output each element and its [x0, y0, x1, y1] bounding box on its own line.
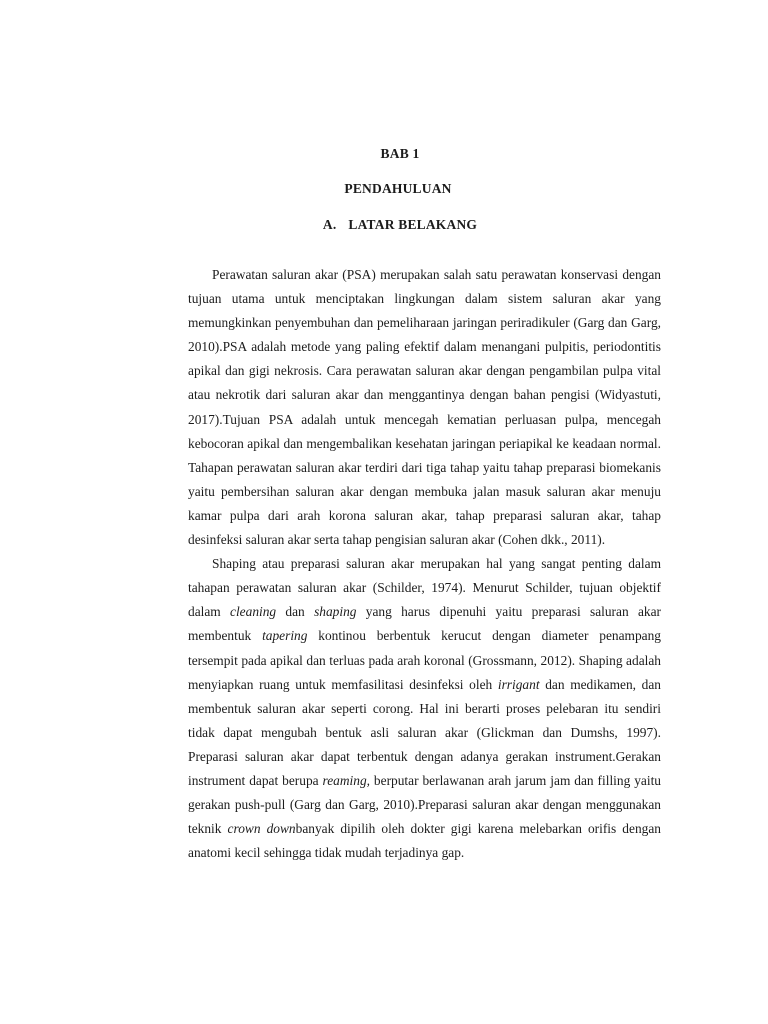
chapter-title: [14, 181, 768, 197]
paragraph-2-text: dan: [276, 604, 315, 620]
paragraph-2-text: Shaping atau preparasi saluran akar merupakan hal yang sangat penting dalam tahapan perawatan saluran akar (Schilder, 1974). Menurut Schilder, tujuan objektif dalam: [188, 556, 661, 620]
body-text: [188, 263, 661, 865]
italic-term: crown down: [227, 821, 296, 837]
italic-term: cleaning: [230, 604, 277, 620]
section-heading: [16, 217, 768, 233]
paragraph-2-text: kontinou berbentuk kerucut dengan diameter penampang tersempit pada apikal dan terluas pada arah koronal (Grossmann, 2012). Shaping adalah menyiapkan ruang untuk memfasilitasi desinfeksi oleh: [188, 628, 661, 692]
section-number: A.: [322, 217, 337, 232]
italic-term: tapering: [262, 628, 308, 644]
chapter-title-text: PENDAHULUAN: [344, 181, 452, 196]
italic-term: irrigant: [497, 676, 540, 692]
paragraph-2-text: berputar berlawanan arah jarum jam dan filling yaitu gerakan push-pull (Garg dan Garg, 2010).Preparasi saluran akar dengan menggunakan teknik: [188, 772, 662, 837]
paragraph-2-text: dan medikamen, dan membentuk saluran akar seperti corong. Hal ini berarti proses pelebaran itu sendiri tidak dapat mengubah bentuk asli saluran akar (Glickman dan Dumshs, 1997). Preparasi saluran akar dapat terbentuk dengan adanya gerakan instrument.Gerakan instrument dapat berupa: [188, 676, 662, 788]
section-title: LATAR BELAKANG: [348, 217, 478, 232]
chapter-heading: [16, 146, 768, 162]
chapter-label: BAB 1: [380, 146, 420, 161]
italic-term: shaping: [314, 604, 357, 620]
paragraph-2-text: yang harus dipenuhi yaitu preparasi saluran akar membentuk: [188, 604, 661, 644]
paragraph-1: Perawatan saluran akar (PSA) merupakan salah satu perawatan konservasi dengan tujuan utama untuk menciptakan lingkungan dalam sistem saluran akar yang memungkinkan penyembuhan dan pemeliharaan jaringan periradikuler (Garg dan Garg, 2010).PSA adalah metode yang paling efektif dalam menangani pulpitis, periodontitis apikal dan gigi nekrosis. Cara perawatan saluran akar dengan pengambilan pulpa vital atau nekrotik dari saluran akar dan menggantinya dengan bahan pengisi (Widyastuti, 2017).Tujuan PSA adalah untuk mencegah kematian perluasan pulpa, mencegah kebocoran apikal dan mengembalikan kesehatan jaringan periapikal ke keadaan normal. Tahapan perawatan saluran akar terdiri dari tiga tahap yaitu tahap preparasi biomekanis yaitu pembersihan saluran akar dengan membuka jalan masuk saluran akar menuju kamar pulpa dari arah korona saluran akar, tahap preparasi saluran akar, tahap desinfeksi saluran akar serta tahap pengisian saluran akar (Cohen dkk., 2011).: [188, 267, 661, 548]
paragraph-2-text: banyak dipilih oleh dokter gigi karena melebarkan orifis dengan anatomi kecil sehingga tidak mudah terjadinya gap.: [188, 821, 661, 861]
italic-term: reaming,: [322, 772, 370, 788]
paragraph-2: [188, 552, 661, 865]
